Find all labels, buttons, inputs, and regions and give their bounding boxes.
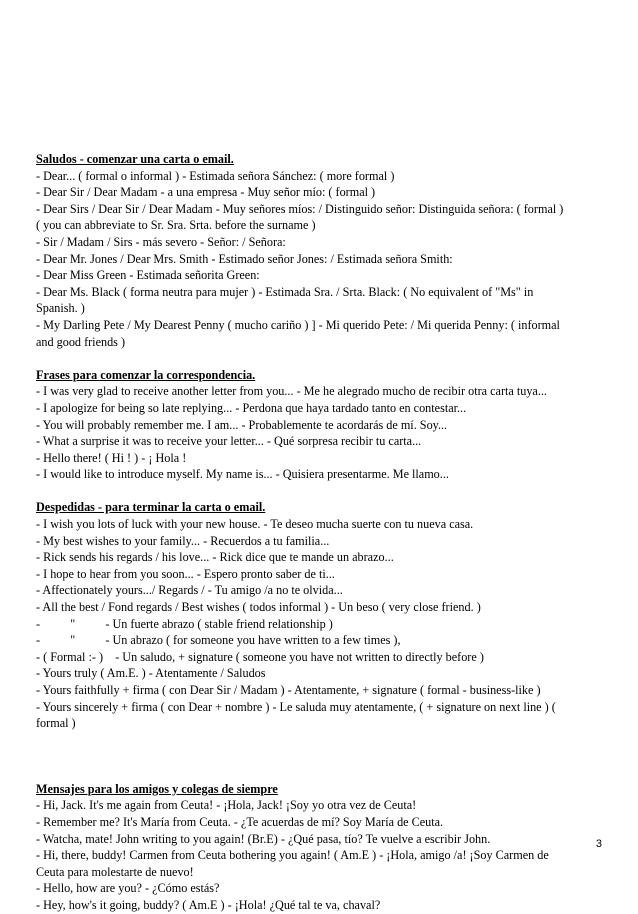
text-line: - Rick sends his regards / his love... - Rick dice que te mande un abrazo... — [36, 550, 394, 565]
text-line: Spanish. ) — [36, 301, 85, 316]
text-line: - My Darling Pete / My Dearest Penny ( mucho cariño ) ] - Mi querido Pete: / Mi querida Penny: ( informal — [36, 317, 560, 332]
section-frases — [36, 367, 606, 483]
section-heading: Saludos - comenzar una carta o email. — [36, 152, 234, 166]
text-line: - I was very glad to receive another letter from you... - Me he alegrado mucho de recibir otra carta tuya... — [36, 384, 547, 399]
text-line: - Hello there! ( Hi ! ) - ¡ Hola ! — [36, 450, 187, 465]
spacer — [36, 483, 606, 500]
text-line: - My best wishes to your family... - Recuerdos a tu familia... — [36, 533, 330, 548]
text-line: - Yours truly ( Am.E. ) - Atentamente / Saludos — [36, 666, 266, 681]
text-line: - Dear Sirs / Dear Sir / Dear Madam - Muy señores míos: / Distinguido señor: Distinguida señora: ( formal ) — [36, 201, 564, 216]
text-line: - ( Formal :- ) - Un saludo, + signature ( someone you have not written to directly before ) — [36, 649, 484, 664]
text-line: - '' - Un fuerte abrazo ( stable friend relationship ) — [36, 616, 333, 631]
text-line: - Dear Sir / Dear Madam - a una empresa - Muy señor mío: ( formal ) — [36, 185, 376, 200]
text-line: and good friends ) — [36, 334, 126, 349]
section-mensajes — [36, 781, 606, 914]
text-line: - Dear Ms. Black ( forma neutra para mujer ) - Estimada Sra. / Srta. Black: ( No equivalent of "Ms" in — [36, 284, 534, 299]
text-line: - You will probably remember me. I am... - Probablemente te acordarás de mí. Soy... — [36, 417, 448, 432]
text-line: - Dear... ( formal o informal ) - Estimada señora Sánchez: ( more formal ) — [36, 168, 395, 183]
text-line: - Yours faithfully + firma ( con Dear Sir / Madam ) - Atentamente, + signature ( formal - business-like ) — [36, 683, 541, 697]
text-line: - What a surprise it was to receive your letter... - Qué sorpresa recibir tu carta... — [36, 434, 422, 449]
text-line: - All the best / Fond regards / Best wishes ( todos informal ) - Un beso ( very close friend. ) — [36, 600, 481, 615]
text-line: - Hi, there, buddy! Carmen from Ceuta bothering you again! ( Am.E ) - ¡Hola, amigo /a! ¡Soy Carmen de — [36, 848, 549, 863]
text-line: - I apologize for being so late replying... - Perdona que haya tardado tanto en contestar... — [36, 400, 467, 415]
section-heading: Despedidas - para terminar la carta o email. — [36, 500, 266, 515]
text-line: - Sir / Madam / Sirs - más severo - Señor: / Señora: — [36, 234, 286, 249]
text-line: - '' - Un abrazo ( for someone you have written to a few times ), — [36, 633, 401, 648]
spacer — [36, 350, 606, 367]
section-saludos — [36, 151, 606, 350]
text-line: - I hope to hear from you soon... - Espero pronto saber de ti... — [36, 566, 335, 581]
spacer — [36, 732, 606, 781]
text-line: - Hi, Jack. It's me again from Ceuta! - ¡Hola, Jack! ¡Soy yo otra vez de Ceuta! — [36, 798, 417, 813]
text-line: - I wish you lots of luck with your new house. - Te deseo mucha suerte con tu nueva casa. — [36, 517, 474, 532]
text-line: - I would like to introduce myself. My name is... - Quisiera presentarme. Me llamo... — [36, 467, 449, 482]
text-line: - Remember me? It's María from Ceuta. - ¿Te acuerdas de mí? Soy María de Ceuta. — [36, 814, 444, 829]
text-line: - Affectionately yours.../ Regards / - Tu amigo /a no te olvida... — [36, 583, 343, 598]
text-line: - Hey, how's it going, buddy? ( Am.E ) - ¡Hola! ¿Qué tal te va, chaval? — [36, 897, 381, 912]
text-line: - Hello, how are you? - ¿Cómo estás? — [36, 881, 220, 896]
section-despedidas — [36, 499, 606, 731]
page-number: 3 — [595, 838, 602, 850]
text-line: - Dear Miss Green - Estimada señorita Green: — [36, 268, 260, 283]
text-line: Ceuta para molestarte de nuevo! — [36, 864, 194, 879]
section-heading: Frases para comenzar la correspondencia. — [36, 367, 256, 382]
section-heading: Mensajes para los amigos y colegas de siempre — [36, 781, 278, 796]
text-line: - Yours sincerely + firma ( con Dear + nombre ) - Le saluda muy atentamente, ( + signature on next line ) ( — [36, 699, 556, 714]
text-line: formal ) — [36, 716, 76, 731]
text-line: - Dear Mr. Jones / Dear Mrs. Smith - Estimado señor Jones: / Estimada señora Smith: — [36, 251, 453, 266]
document-body — [36, 151, 606, 914]
text-line: - Watcha, mate! John writing to you again! (Br.E) - ¿Qué pasa, tío? Te vuelve a escribir John. — [36, 831, 491, 846]
text-line: ( you can abbreviate to Sr. Sra. Srta. before the surname ) — [36, 218, 316, 233]
